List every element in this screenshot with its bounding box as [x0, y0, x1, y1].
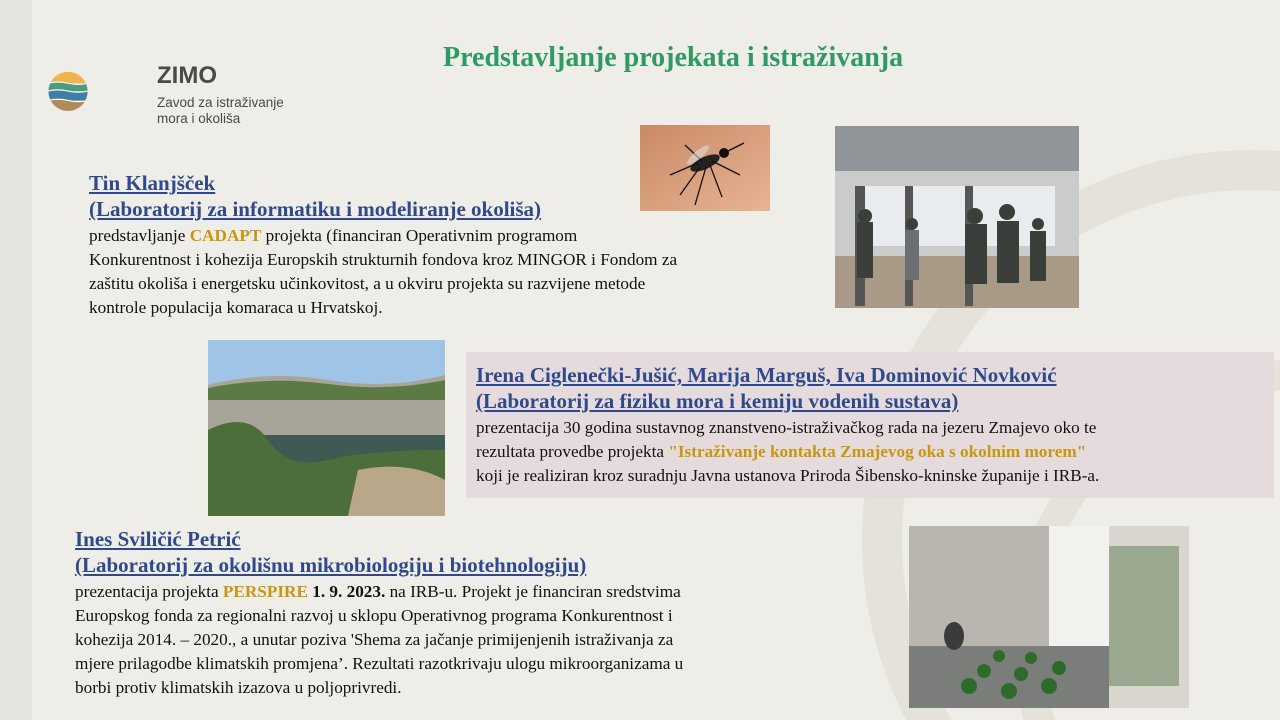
zimo-logo-icon — [48, 42, 150, 144]
lab-name-link[interactable]: (Laboratorij za okolišnu mikrobiologiju i biotehnologiju) — [75, 553, 587, 577]
project-zmajevo-oko: "Istraživanje kontakta Zmajevog oka s okolnim morem" — [668, 442, 1087, 461]
lake-photo — [208, 340, 445, 516]
logo-subtitle — [157, 95, 284, 127]
section-zmajevo-oko — [466, 352, 1274, 498]
logo-name: ZIMO — [157, 62, 217, 89]
section2-text: prezentacija 30 godina sustavnog znanstveno-istraživačkog rada na jezeru Zmajevo oko te rezultata provedbe projekta "Istraživanje kontakta Zmajevog oka s okolnim morem" koji je realiziran kroz suradnju Javna ustanova Priroda Šibensko-kninske županije i IRB-a. — [476, 418, 1100, 485]
section1-text: predstavljanje CADAPT projekta (financiran Operativnim programom Konkurentnost i kohezija Europskih strukturnih fondova kroz MINGOR i Fondom za zaštitu okoliša i energetsku učinkovitost, a u okviru projekta su razvijene metode kontrole populacija komaraca u Hrvatskoj. — [89, 226, 678, 317]
logo-subtitle-line1: Zavod za istraživanje — [157, 95, 284, 110]
project-perspire: PERSPIRE — [222, 582, 308, 601]
section-tin-klanjscek — [89, 170, 819, 320]
lab-name-link[interactable]: (Laboratorij za informatiku i modeliranje okoliša) — [89, 197, 542, 221]
person-name-link[interactable]: Ines Sviličić Petrić — [75, 527, 241, 551]
section-ines-svilicic-petric — [75, 526, 835, 700]
person-name-link[interactable]: Tin Klanjšček — [89, 171, 216, 195]
section3-text: prezentacija projekta PERSPIRE 1. 9. 2023. na IRB-u. Projekt je financiran sredstvima Europskog fonda za regionalni razvoj u sklopu Operativnog programa Konkurentnost i kohezija 2014. – 2020., a unutar poziva 'Shema za jačanje primijenjenih istraživanja za mjere prilagodbe klimatskih promjena’. Rezultati razotkrivaju ulogu mikroorganizama u borbi protiv klimatskih izazova u poljoprivredi. — [75, 582, 684, 697]
logo-subtitle-line2: mora i okoliša — [157, 111, 241, 126]
lab-name-link[interactable]: (Laboratorij za fiziku mora i kemiju vodenih sustava) — [476, 389, 959, 413]
greenhouse-photo — [909, 526, 1189, 708]
meeting-room-photo — [835, 126, 1079, 308]
project-cadapt: CADAPT — [189, 226, 262, 245]
slide-title: Predstavljanje projekata i istraživanja — [443, 42, 904, 73]
presentation-date: 1. 9. 2023. — [312, 582, 386, 601]
persons-names-link[interactable]: Irena Ciglenečki-Jušić, Marija Marguš, Iva Dominović Novković — [476, 363, 1057, 387]
